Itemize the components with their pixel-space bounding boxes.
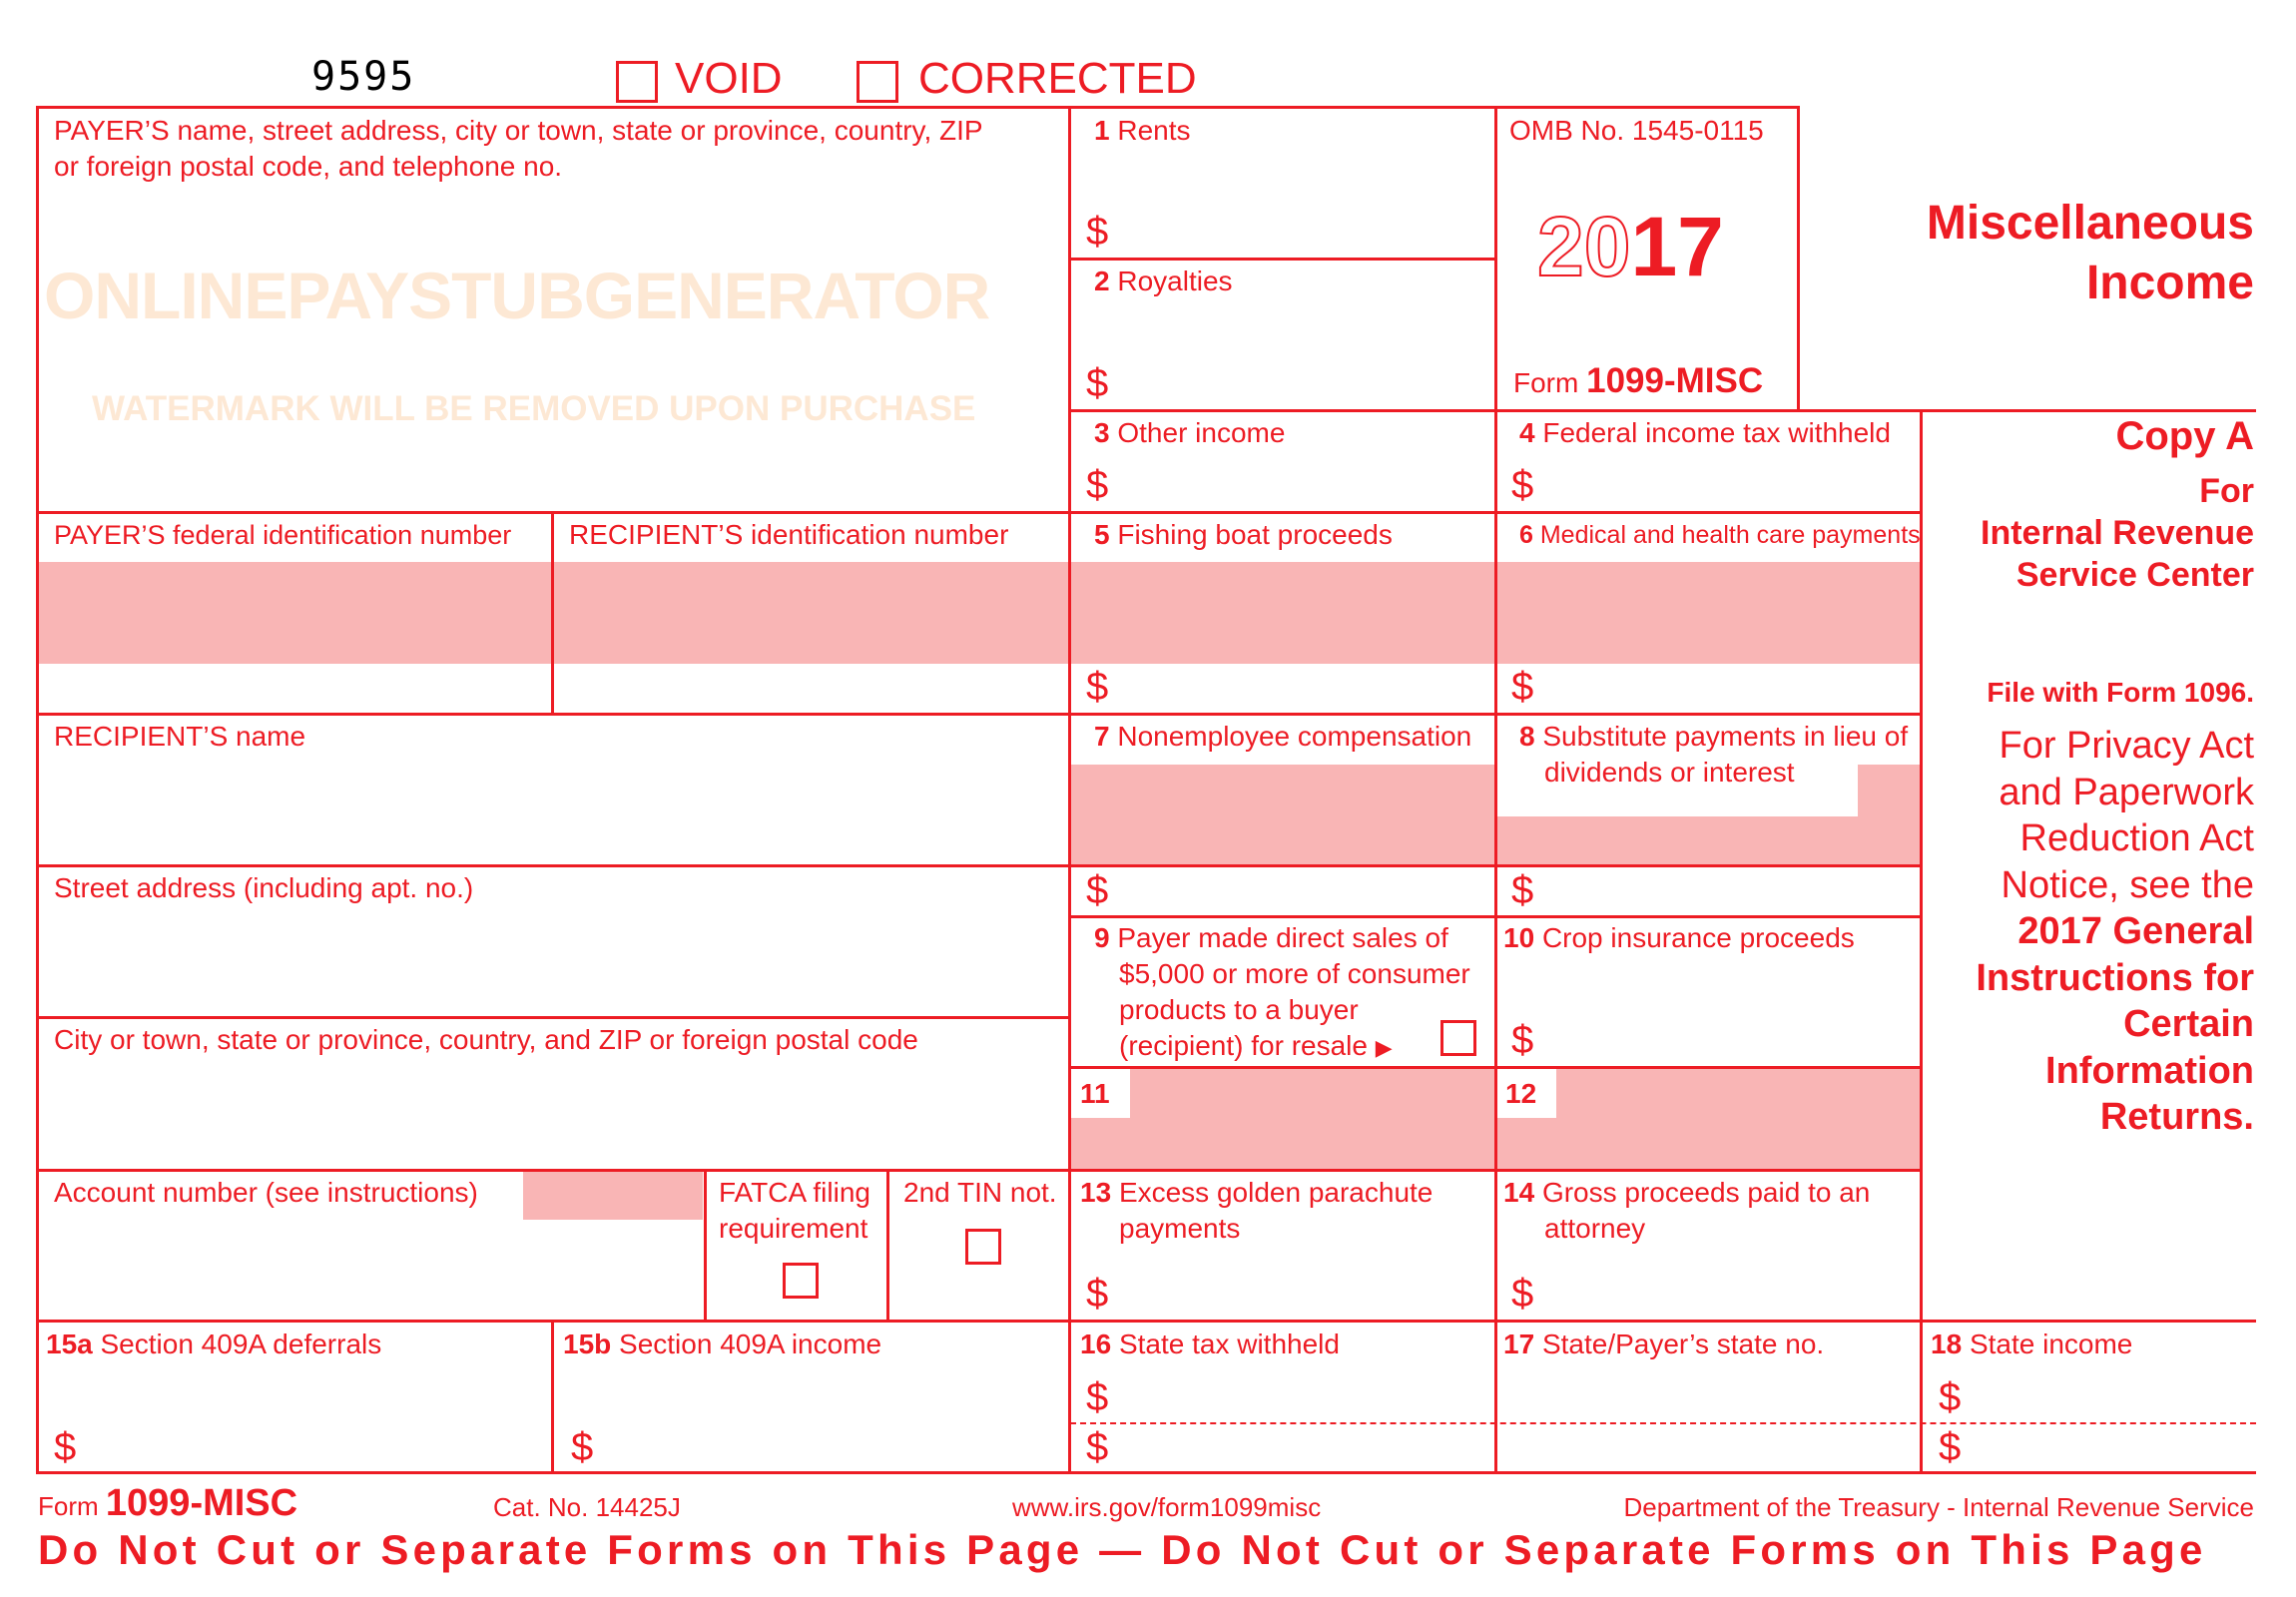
form-title-2: Income: [2085, 257, 2254, 309]
tax-year: [1537, 202, 1724, 291]
footer-warning: Do Not Cut or Separate Forms on This Page — Do Not Cut or Separate Forms on This Page: [38, 1526, 2207, 1573]
footer-dept: Department of the Treasury - Internal Revenue Service: [1623, 1492, 2254, 1522]
street-address-label: Street address (including apt. no.): [54, 872, 474, 903]
box1-input[interactable]: [1118, 206, 1487, 254]
box15b-input[interactable]: [603, 1421, 1062, 1467]
box16-dollar-2: $: [1086, 1425, 1109, 1469]
box11-input[interactable]: [1134, 1072, 1491, 1166]
footer-form-name: Form 1099-MISC: [38, 1482, 298, 1524]
box18-input-1[interactable]: [1971, 1373, 2254, 1419]
watermark-line2: WATERMARK WILL BE REMOVED UPON PURCHASE: [92, 389, 976, 428]
box13-label-2: payments: [1119, 1213, 1241, 1244]
recipient-id-input[interactable]: [555, 562, 1064, 710]
box10-input[interactable]: [1543, 1014, 1913, 1062]
box15b-label: 15b Section 409A income: [563, 1329, 882, 1359]
year-outline: 20: [1537, 200, 1631, 293]
box8-label-1: 8 Substitute payments in lieu of: [1519, 721, 1909, 752]
box18-dollar-1: $: [1939, 1375, 1962, 1419]
box2-dollar: $: [1086, 361, 1109, 405]
street-address-input[interactable]: [40, 910, 1064, 1014]
box8-label-2: dividends or interest: [1544, 757, 1795, 788]
box6-dollar: $: [1511, 665, 1534, 709]
box9-label-1: 9 Payer made direct sales of: [1094, 922, 1448, 953]
box11-label: 11: [1080, 1078, 1110, 1109]
box9-label-4: (recipient) for resale ▶: [1119, 1030, 1393, 1061]
arrow-right-icon: ▶: [1375, 1035, 1393, 1060]
form-title-1: Miscellaneous: [1926, 197, 2254, 250]
footer-url[interactable]: www.irs.gov/form1099misc: [1012, 1492, 1322, 1522]
box18-dollar-2: $: [1939, 1425, 1962, 1469]
box15a-dollar: $: [54, 1425, 77, 1469]
form-name-header: Form 1099-MISC: [1513, 361, 1764, 400]
box6-input[interactable]: [1543, 661, 1913, 709]
box14-dollar: $: [1511, 1272, 1534, 1316]
box6-label: 6 Medical and health care payments: [1519, 521, 1921, 549]
box16-input-2[interactable]: [1118, 1425, 1487, 1469]
form-code: 9595: [311, 54, 416, 100]
box7-label: 7 Nonemployee compensation: [1094, 721, 1472, 752]
box14-label-1: 14 Gross proceeds paid to an: [1503, 1177, 1871, 1208]
second-tin-checkbox[interactable]: [965, 1229, 1001, 1265]
payer-block-label-2: or foreign postal code, and telephone no.: [54, 151, 563, 182]
copy-a-title: Copy A: [2115, 414, 2254, 458]
city-input[interactable]: [40, 1062, 1064, 1166]
box5-label: 5 Fishing boat proceeds: [1094, 519, 1393, 550]
box15a-input[interactable]: [86, 1421, 545, 1467]
box4-input[interactable]: [1543, 459, 1913, 507]
box15b-dollar: $: [571, 1425, 594, 1469]
box5-input[interactable]: [1118, 661, 1487, 709]
privacy-notice: For Privacy Act and Paperwork Reduction Act Notice, see the 2017 General Instructions for Certain Information Returns.: [1976, 725, 2254, 1138]
box9-label-3: products to a buyer: [1119, 994, 1359, 1025]
fatca-label-2: requirement: [719, 1213, 868, 1244]
box13-dollar: $: [1086, 1272, 1109, 1316]
copy-for: For: [2199, 472, 2254, 510]
box18-label: 18 State income: [1931, 1329, 2133, 1359]
shade-account: [523, 1172, 703, 1220]
box1-label: 1 Rents: [1094, 115, 1191, 146]
payer-fid-label: PAYER’S federal identification number: [54, 520, 512, 550]
file-with-form: File with Form 1096.: [1987, 677, 2254, 708]
box16-input-1[interactable]: [1118, 1373, 1487, 1419]
box3-dollar: $: [1086, 463, 1109, 507]
box7-input[interactable]: [1118, 864, 1487, 912]
account-input[interactable]: [40, 1220, 701, 1316]
fatca-checkbox[interactable]: [783, 1263, 819, 1299]
box3-label: 3 Other income: [1094, 417, 1286, 448]
box3-input[interactable]: [1118, 459, 1487, 507]
fatca-label-1: FATCA filing: [719, 1177, 870, 1208]
recipient-name-input[interactable]: [40, 759, 1064, 862]
box10-dollar: $: [1511, 1018, 1534, 1062]
payer-fid-input[interactable]: [40, 562, 547, 710]
copy-agency-2: Service Center: [2015, 556, 2254, 594]
box8-input[interactable]: [1543, 864, 1913, 912]
box2-label: 2 Royalties: [1094, 266, 1233, 296]
payer-block-label-1: PAYER’S name, street address, city or town, state or province, country, ZIP: [54, 115, 983, 146]
city-label: City or town, state or province, country, and ZIP or foreign postal code: [54, 1024, 918, 1055]
box2-input[interactable]: [1118, 357, 1487, 405]
box16-label: 16 State tax withheld: [1080, 1329, 1340, 1359]
box17-input-1[interactable]: [1499, 1373, 1917, 1419]
second-tin-label: 2nd TIN not.: [903, 1177, 1057, 1208]
box12-input[interactable]: [1559, 1072, 1917, 1166]
box5-dollar: $: [1086, 665, 1109, 709]
account-label: Account number (see instructions): [54, 1177, 478, 1208]
box17-label: 17 State/Payer’s state no.: [1503, 1329, 1825, 1359]
watermark-line1: ONLINEPAYSTUBGENERATOR: [44, 259, 990, 332]
box16-dollar-1: $: [1086, 1375, 1109, 1419]
box9-checkbox[interactable]: [1440, 1020, 1476, 1056]
box13-input[interactable]: [1118, 1268, 1487, 1316]
box17-input-2[interactable]: [1499, 1425, 1917, 1469]
box9-label-2: $5,000 or more of consumer: [1119, 958, 1470, 989]
box4-dollar: $: [1511, 463, 1534, 507]
recipient-name-label: RECIPIENT’S name: [54, 721, 306, 752]
box8-dollar: $: [1511, 868, 1534, 912]
box7-dollar: $: [1086, 868, 1109, 912]
box13-label-1: 13 Excess golden parachute: [1080, 1177, 1434, 1208]
box15a-label: 15a Section 409A deferrals: [46, 1329, 382, 1359]
copy-agency-1: Internal Revenue: [1981, 514, 2254, 552]
box1-dollar: $: [1086, 210, 1109, 254]
year-solid: 17: [1630, 200, 1724, 293]
box12-label: 12: [1505, 1078, 1537, 1109]
box4-label: 4 Federal income tax withheld: [1519, 417, 1891, 448]
corrected-checkbox[interactable]: [857, 61, 898, 103]
void-checkbox[interactable]: [616, 61, 658, 103]
box10-label: 10 Crop insurance proceeds: [1503, 922, 1855, 953]
omb-number: OMB No. 1545-0115: [1509, 115, 1764, 146]
footer-cat-no: Cat. No. 14425J: [493, 1492, 681, 1522]
void-label: VOID: [675, 54, 783, 103]
recipient-id-label: RECIPIENT’S identification number: [569, 519, 1009, 550]
box14-label-2: attorney: [1544, 1213, 1646, 1244]
box18-input-2[interactable]: [1971, 1425, 2254, 1469]
corrected-label: CORRECTED: [918, 54, 1197, 103]
box14-input[interactable]: [1543, 1268, 1913, 1316]
